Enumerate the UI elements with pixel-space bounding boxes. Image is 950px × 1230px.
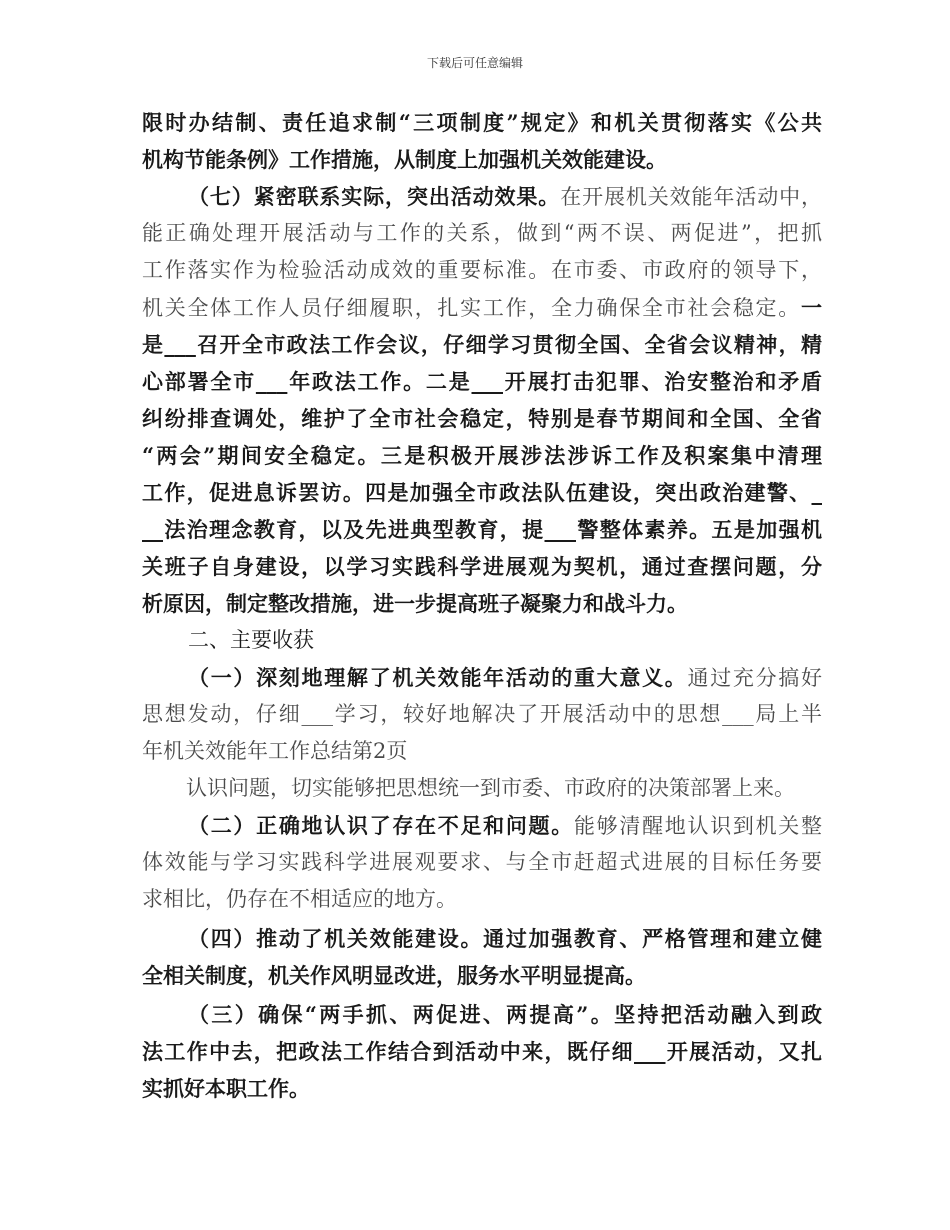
document-body: [142, 104, 822, 1107]
text-run: 能够清醒地认识到机关整: [573, 814, 822, 838]
text-line: “两会”期间安全稳定。三是积极开展涉法涉诉工作及积案集中清理: [142, 443, 822, 468]
text-line: 年机关效能年工作总结第2页: [142, 739, 408, 763]
paragraph-one-heading-line: [142, 659, 822, 696]
text-line: （四）推动了机关效能建设。通过加强教育、严格管理和建立健: [188, 926, 822, 951]
text-line: 工作，促进息诉罢访。四是加强全市政法队伍建设，突出政治建警、_: [142, 480, 822, 505]
text-line: （三）确保“两手抓、两促进、两提高”。坚持把活动融入到政: [188, 1002, 822, 1027]
text-line: __法治理念教育，以及先进典型教育，提___警整体素养。五是加强机: [142, 517, 822, 542]
text-line: 限时办结制、责任追求制“三项制度”规定》和机关贯彻落实《公共: [142, 110, 822, 135]
text-line: 体效能与学习实践科学进展观要求、与全市赶超式进展的目标任务要: [142, 850, 822, 874]
text-line: 关班子自身建设，以学习实践科学进展观为契机，通过查摆问题，分: [142, 554, 822, 579]
text-line: 能正确处理开展活动与工作的关系，做到“两不误、两促进”，把抓: [142, 221, 822, 245]
section-title: 二、主要收获: [188, 628, 314, 652]
section-heading: （二）正确地认识了存在不足和问题。: [188, 813, 574, 838]
page-header: 下载后可任意编辑: [426, 56, 523, 70]
text-line: 析原因，制定整改措施，进一步提高班子凝聚力和战斗力。: [142, 591, 688, 616]
text-run: 通过充分搞好: [687, 666, 822, 690]
text-run: 在开展机关效能年活动中，: [560, 185, 822, 209]
text-line: 实抓好本职工作。: [142, 1076, 310, 1101]
text-line: 认识问题，切实能够把思想统一到市委、市政府的决策部署上来。: [186, 776, 795, 800]
text-run: 机关全体工作人员仔细履职，扎实工作，全力确保全市社会稳定。: [142, 296, 801, 320]
text-line: 纠纷排查调处，维护了全市社会稳定，特别是春节期间和全国、全省: [142, 406, 822, 431]
text-line: 心部署全市___年政法工作。二是___开展打击犯罪、治安整治和矛盾: [142, 369, 822, 394]
text-line: 求相比，仍存在不相适应的地方。: [142, 887, 457, 911]
text-line: 机构节能条例》工作措施，从制度上加强机关效能建设。: [142, 147, 667, 172]
section-heading: （七）紧密联系实际，突出活动效果。: [188, 184, 561, 209]
text-line: 工作落实作为检验活动成效的重要标准。在市委、市政府的领导下，: [142, 258, 822, 282]
paragraph-seven-heading-line: [142, 178, 822, 215]
text-line: 思想发动，仔细___学习，较好地解决了开展活动中的思想___局上半: [142, 702, 822, 726]
text-run: 一: [801, 295, 822, 320]
section-heading: （一）深刻地理解了机关效能年活动的重大意义。: [188, 665, 688, 690]
text-line: 全相关制度，机关作风明显改进，服务水平明显提高。: [142, 963, 646, 988]
text-line: 法工作中去，把政法工作结合到活动中来，既仔细___开展活动，又扎: [142, 1039, 822, 1064]
text-line: 是___召开全市政法工作会议，仔细学习贯彻全国、全省会议精神，精: [142, 332, 822, 357]
paragraph-two-heading-line: [142, 807, 822, 844]
text-line: [142, 289, 822, 326]
